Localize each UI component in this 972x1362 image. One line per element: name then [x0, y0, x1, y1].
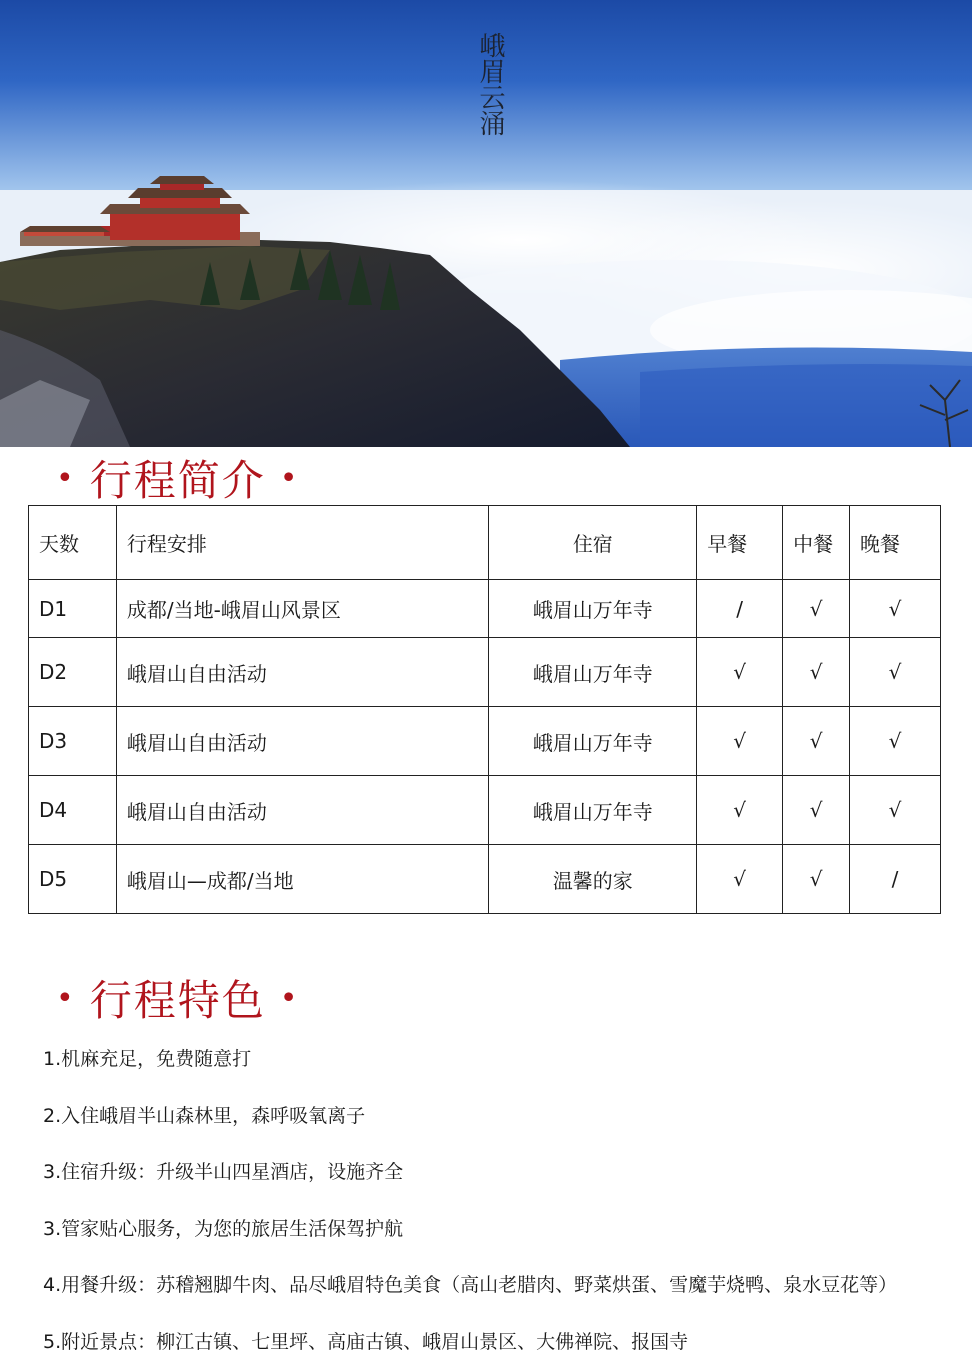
day-cell: D5 — [29, 845, 117, 914]
dinner-cell: √ — [850, 580, 941, 638]
lodging-cell: 峨眉山万年寺 — [489, 707, 697, 776]
header-lodging: 住宿 — [489, 506, 697, 580]
features-section-title — [56, 970, 313, 1026]
table-row — [29, 638, 941, 707]
dinner-cell: / — [850, 845, 941, 914]
table-header-row — [29, 506, 941, 580]
lodging-cell: 温馨的家 — [489, 845, 697, 914]
breakfast-cell: √ — [697, 707, 783, 776]
feature-item: 3.管家贴心服务，为您的旅居生活保驾护航 — [43, 1218, 404, 1240]
day-cell: D3 — [29, 707, 117, 776]
lunch-cell: √ — [783, 776, 850, 845]
table-row — [29, 776, 941, 845]
lodging-cell: 峨眉山万年寺 — [489, 776, 697, 845]
lodging-cell: 峨眉山万年寺 — [489, 580, 697, 638]
feature-item: 5.附近景点：柳江古镇、七里坪、高庙古镇、峨眉山景区、大佛禅院、报国寺 — [43, 1331, 689, 1353]
breakfast-cell: √ — [697, 845, 783, 914]
header-schedule: 行程安排 — [116, 506, 489, 580]
calligraphy-title: 峨眉云涌 — [475, 32, 505, 136]
itinerary-title-text: 行程简介 — [89, 456, 266, 505]
dinner-cell: √ — [850, 707, 941, 776]
bullet-dot: • — [56, 980, 76, 1016]
lunch-cell: √ — [783, 638, 850, 707]
schedule-cell: 峨眉山—成都/当地 — [116, 845, 489, 914]
breakfast-cell: √ — [697, 638, 783, 707]
feature-item: 1.机麻充足，免费随意打 — [43, 1048, 252, 1070]
day-cell: D1 — [29, 580, 117, 638]
dinner-cell: √ — [850, 776, 941, 845]
bullet-dot: • — [279, 980, 300, 1016]
lunch-cell: √ — [783, 707, 850, 776]
feature-item: 3.住宿升级：升级半山四星酒店，设施齐全 — [43, 1161, 404, 1183]
day-cell: D4 — [29, 776, 117, 845]
lodging-cell: 峨眉山万年寺 — [489, 638, 697, 707]
table-row — [29, 707, 941, 776]
bullet-dot: • — [279, 460, 300, 496]
lunch-cell: √ — [783, 845, 850, 914]
itinerary-section-title — [56, 450, 313, 506]
bullet-dot: • — [56, 460, 76, 496]
header-day: 天数 — [29, 506, 117, 580]
feature-item: 2.入住峨眉半山森林里，森呼吸氧离子 — [43, 1105, 366, 1127]
schedule-cell: 峨眉山自由活动 — [116, 638, 489, 707]
breakfast-cell: √ — [697, 776, 783, 845]
header-breakfast: 早餐 — [697, 506, 783, 580]
breakfast-cell: / — [697, 580, 783, 638]
schedule-cell: 峨眉山自由活动 — [116, 707, 489, 776]
schedule-cell: 成都/当地-峨眉山风景区 — [116, 580, 489, 638]
day-cell: D2 — [29, 638, 117, 707]
lunch-cell: √ — [783, 580, 850, 638]
features-title-text: 行程特色 — [89, 976, 266, 1025]
itinerary-table — [28, 505, 941, 914]
table-row — [29, 580, 941, 638]
table-row — [29, 845, 941, 914]
header-lunch: 中餐 — [783, 506, 850, 580]
hero-image — [0, 0, 972, 447]
schedule-cell: 峨眉山自由活动 — [116, 776, 489, 845]
header-dinner: 晚餐 — [850, 506, 941, 580]
feature-item: 4.用餐升级：苏稽翘脚牛肉、品尽峨眉特色美食（高山老腊肉、野菜烘蛋、雪魔芋烧鸭、泉水豆花等） — [43, 1274, 898, 1296]
dinner-cell: √ — [850, 638, 941, 707]
